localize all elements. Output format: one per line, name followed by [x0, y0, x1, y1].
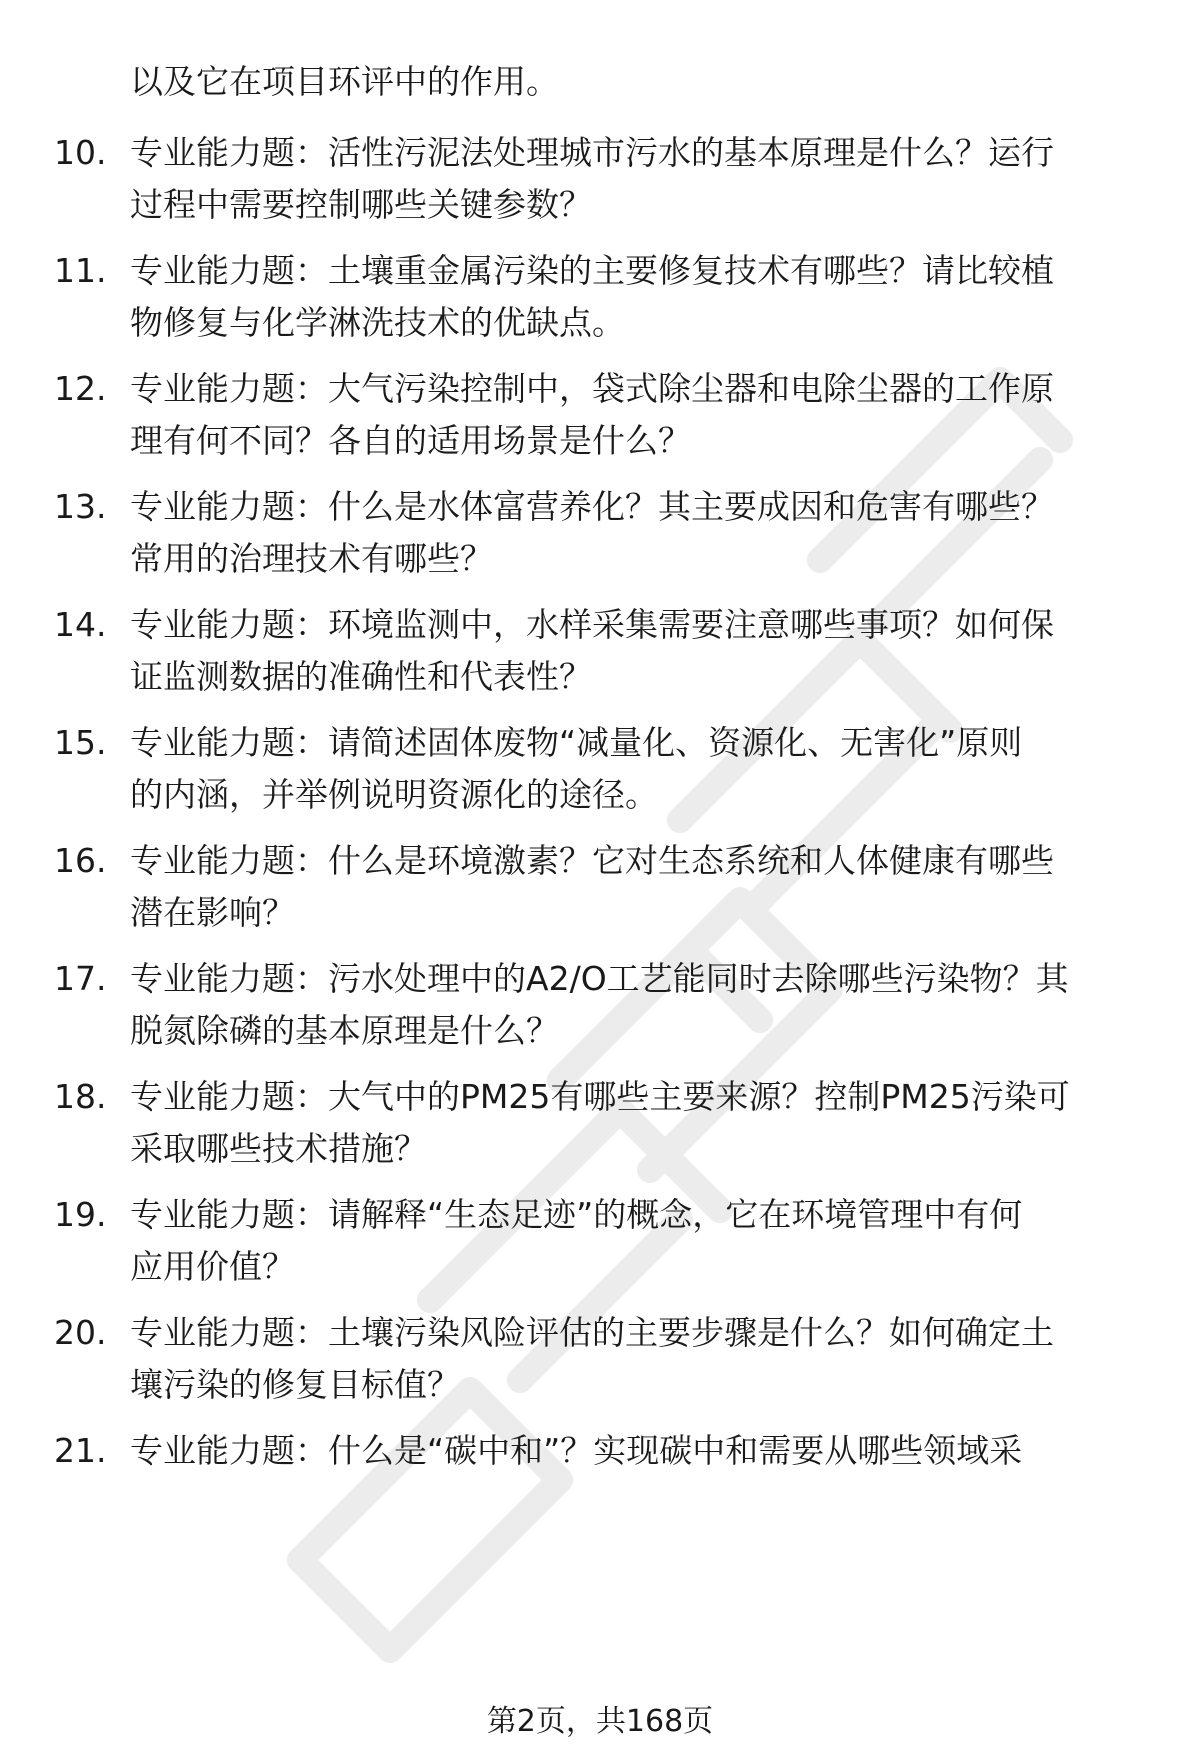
question-text: [130, 1307, 1170, 1411]
question-text: [130, 127, 1170, 231]
question-text-line: 专业能力题：什么是环境激素？它对生态系统和人体健康有哪些: [130, 841, 1054, 880]
question-text: [130, 481, 1170, 585]
question-text-line: 专业能力题：请简述固体废物“减量化、资源化、无害化”原则: [130, 723, 1023, 762]
page-footer: 第2页，共168页: [486, 1704, 714, 1739]
question-text: [130, 1425, 1170, 1477]
question-number: 17.: [54, 959, 107, 998]
question-text-line: 应用价值？: [130, 1247, 295, 1286]
question-number: 20.: [54, 1313, 107, 1352]
question-text-line: 专业能力题：什么是“碳中和”？实现碳中和需要从哪些领域采: [130, 1431, 1023, 1470]
question-text-line: 专业能力题：大气中的PM25有哪些主要来源？控制PM25污染可: [130, 1077, 1070, 1116]
question-text-line: 脱氮除磷的基本原理是什么？: [130, 1011, 559, 1050]
question-number: 18.: [54, 1077, 107, 1116]
question-text: [130, 1189, 1170, 1293]
question-text-line: 常用的治理技术有哪些？: [130, 539, 493, 578]
question-text: [130, 599, 1170, 703]
question-text: [130, 1071, 1170, 1175]
question-text-line: 理有何不同？各自的适用场景是什么？: [130, 421, 691, 460]
question-number: 13.: [54, 487, 107, 526]
continuation-text: 以及它在项目环评中的作用。: [130, 62, 559, 101]
question-text-line: 专业能力题：土壤重金属污染的主要修复技术有哪些？请比较植: [130, 251, 1054, 290]
question-text-line: 专业能力题：土壤污染风险评估的主要步骤是什么？如何确定土: [130, 1313, 1054, 1352]
question-text-line: 的内涵，并举例说明资源化的途径。: [130, 775, 658, 814]
question-number: 21.: [54, 1431, 107, 1470]
question-number: 15.: [54, 723, 107, 762]
question-number: 16.: [54, 841, 107, 880]
question-text-line: 采取哪些技术措施？: [130, 1129, 427, 1168]
question-text-line: 证监测数据的准确性和代表性？: [130, 657, 592, 696]
question-text-line: 专业能力题：环境监测中，水样采集需要注意哪些事项？如何保: [130, 605, 1054, 644]
question-text-line: 潜在影响？: [130, 893, 295, 932]
question-text-line: 物修复与化学淋洗技术的优缺点。: [130, 303, 625, 342]
question-number: 19.: [54, 1195, 107, 1234]
question-text-line: 专业能力题：请解释“生态足迹”的概念，它在环境管理中有何: [130, 1195, 1023, 1234]
question-number: 11.: [54, 251, 107, 290]
question-text: [130, 245, 1170, 349]
question-text-line: 专业能力题：活性污泥法处理城市污水的基本原理是什么？运行: [130, 133, 1054, 172]
question-text: [130, 717, 1170, 821]
question-text: [130, 835, 1170, 939]
question-text-line: 专业能力题：什么是水体富营养化？其主要成因和危害有哪些？: [130, 487, 1054, 526]
question-number: 10.: [54, 133, 107, 172]
question-text-line: 过程中需要控制哪些关键参数？: [130, 185, 592, 224]
question-text-line: 专业能力题：大气污染控制中，袋式除尘器和电除尘器的工作原: [130, 369, 1054, 408]
question-text: [130, 363, 1170, 467]
question-text-line: 专业能力题：污水处理中的A2/O工艺能同时去除哪些污染物？其: [130, 959, 1069, 998]
question-text: [130, 953, 1170, 1057]
question-number: 12.: [54, 369, 107, 408]
question-number: 14.: [54, 605, 107, 644]
question-text-line: 壤污染的修复目标值？: [130, 1365, 460, 1404]
